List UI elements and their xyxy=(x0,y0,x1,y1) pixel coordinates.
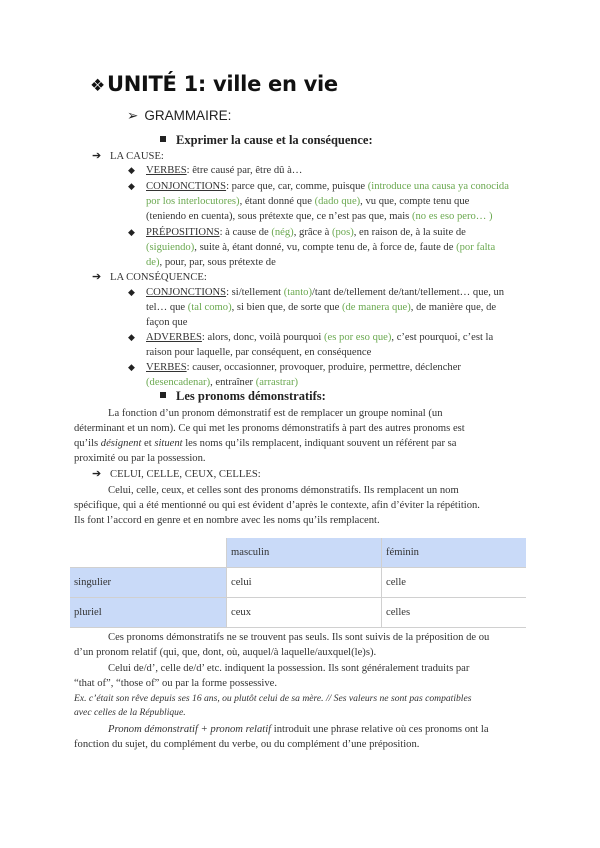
section-heading: ➢ GRAMMAIRE: xyxy=(127,108,232,123)
table-cell: ceux xyxy=(227,598,382,628)
paragraph-line: Pronom démonstratif + pronom relatif introduit une phrase relative où ces pronoms ont la xyxy=(108,724,489,735)
cause-heading: LA CAUSE: xyxy=(110,151,164,162)
paragraph-line: Celui de/d’, celle de/d’ etc. indiquent la possession. Ils sont généralement traduits par xyxy=(108,663,470,674)
arrow-bullet-icon: ➔ xyxy=(92,468,102,480)
page-title: ❖UNITÉ 1: ville en vie xyxy=(90,72,338,96)
paragraph-line: Celui, celle, ceux, et celles sont des pronoms démonstratifs. Ils remplacent un nom xyxy=(108,485,459,496)
table-cell: celui xyxy=(227,568,382,598)
example-line: Ex. c’était son rêve depuis ses 16 ans, ou plutôt celui de sa mère. // Ses valeurs ne sont pas compatibles xyxy=(74,693,472,704)
paragraph-line: “that of”, “those of” ou par la forme possessive. xyxy=(74,678,277,689)
cause-prepositions-line1: PRÉPOSITIONS: à cause de (nég), grâce à (pos), en raison de, à la suite de xyxy=(146,227,466,238)
diamond-bullet-icon: ◆ xyxy=(128,287,135,297)
diamond-bullet-icon: ◆ xyxy=(128,181,135,191)
diamond-bullet-icon: ◆ xyxy=(128,362,135,372)
table-cell: celle xyxy=(382,568,527,598)
table-header-cell xyxy=(70,538,227,568)
paragraph-line: La fonction d’un pronom démonstratif est de remplacer un groupe nominal (un xyxy=(108,408,443,419)
square-bullet-icon xyxy=(160,392,166,398)
table-row xyxy=(70,598,526,628)
paragraph-line: d’un pronom relatif (qui, que, dont, où, auquel/à laquelle/auxquel(le)s). xyxy=(74,647,377,658)
arrow-bullet-icon: ➔ xyxy=(92,271,102,283)
paragraph-line: fonction du sujet, du complément du verbe, ou du complément d’une préposition. xyxy=(74,739,420,750)
paragraph-line: qu’ils désignent et situent les noms qu’ils remplacent, indiquant souvent un référent par sa xyxy=(74,438,457,449)
cause-conjonctions-line1: CONJONCTIONS: parce que, car, comme, puisque (introduce una causa ya conocida xyxy=(146,181,509,192)
cause-verbes: VERBES: être causé par, être dû à… xyxy=(146,165,303,176)
table-header-cell: féminin xyxy=(382,538,527,568)
consequence-adverbes-line2: raison pour laquelle, par conséquent, en conséquence xyxy=(146,347,372,358)
consequence-verbes-line1: VERBES: causer, occasionner, provoquer, produire, permettre, déclencher xyxy=(146,362,461,373)
diamond-bullet-icon: ◆ xyxy=(128,227,135,237)
table-cell: singulier xyxy=(70,568,227,598)
subsection-heading-pronoms: Les pronoms démonstratifs: xyxy=(160,389,326,404)
celui-heading: CELUI, CELLE, CEUX, CELLES: xyxy=(110,469,261,480)
cause-conjonctions-line2: por los interlocutores), étant donné que (dado que), vu que, compte tenu que xyxy=(146,196,470,207)
diamond-bullet-icon: ◆ xyxy=(128,332,135,342)
consequence-verbes-line2: (desencadenar), entraîner (arrastrar) xyxy=(146,377,299,388)
table-header-row xyxy=(70,538,526,568)
table-cell: pluriel xyxy=(70,598,227,628)
cause-prepositions-line3: de), pour, par, sous prétexte de xyxy=(146,257,276,268)
consequence-conjonctions-line3: façon que xyxy=(146,317,188,328)
consequence-conjonctions-line1: CONJONCTIONS: si/tellement (tanto)/tant de/tellement de/tant/tellement… que, un xyxy=(146,287,505,298)
subsection-heading-cause: Exprimer la cause et la conséquence: xyxy=(160,133,373,148)
paragraph-line: spécifique, qui a été mentionné ou qui est évident d’après le contexte, afin d’éviter la répétition. xyxy=(74,500,480,511)
arrow-bullet-icon: ➢ xyxy=(127,108,139,123)
arrow-bullet-icon: ➔ xyxy=(92,150,102,162)
table-header-cell: masculin xyxy=(227,538,382,568)
paragraph-line: déterminant et un nom). Ce qui met les pronoms démonstratifs à part des autres pronoms est xyxy=(74,423,465,434)
consequence-conjonctions-line2: tel… que (tal como), si bien que, de sorte que (de manera que), de manière que, de xyxy=(146,302,497,313)
consequence-heading: LA CONSÉQUENCE: xyxy=(110,272,207,283)
paragraph-line: proximité ou par la possession. xyxy=(74,453,206,464)
cause-conjonctions-line3: (teniendo en cuenta), sous prétexte que, ce n’est pas que, mais (no es eso pero… ) xyxy=(146,211,493,222)
paragraph-line: Ces pronoms démonstratifs ne se trouvent pas seuls. Ils sont suivis de la préposition de ou xyxy=(108,632,490,643)
square-bullet-icon xyxy=(160,136,166,142)
paragraph-line: Ils font l’accord en genre et en nombre avec les noms qu’ils remplacent. xyxy=(74,515,380,526)
cause-prepositions-line2: (siguiendo), suite à, étant donné, vu, compte tenu de, à force de, faute de (por falta xyxy=(146,242,496,253)
consequence-adverbes-line1: ADVERBES: alors, donc, voilà pourquoi (es por eso que), c’est pourquoi, c’est la xyxy=(146,332,494,343)
diamond-bullet-icon: ◆ xyxy=(128,165,135,175)
four-diamond-bullet-icon: ❖ xyxy=(90,76,105,96)
example-line: avec celles de la République. xyxy=(74,707,186,718)
table-row xyxy=(70,568,526,598)
table-cell: celles xyxy=(382,598,527,628)
pronoms-table xyxy=(70,538,526,628)
